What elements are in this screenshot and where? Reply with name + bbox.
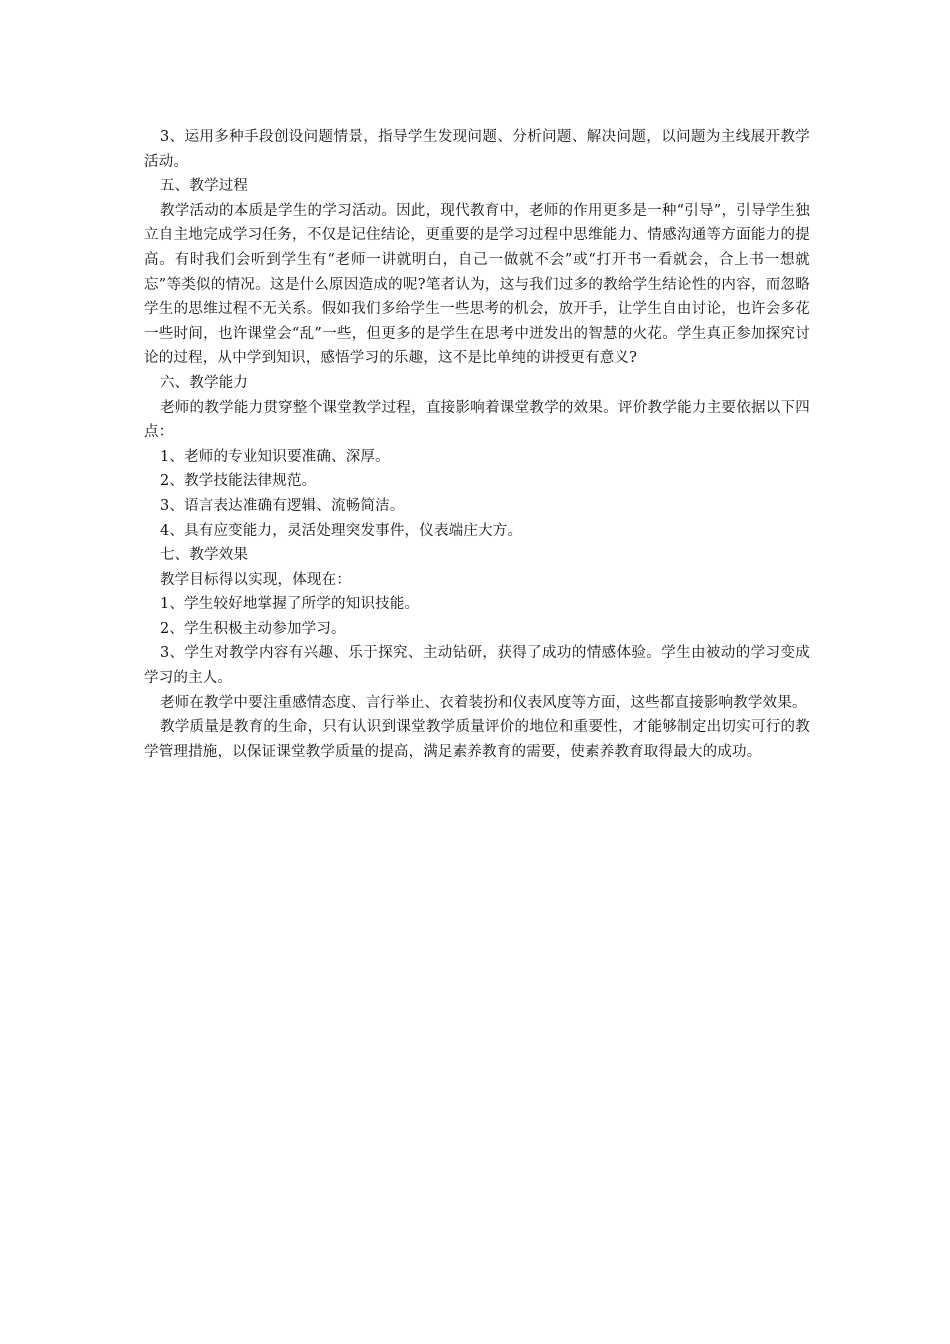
paragraph-conclusion: 教学质量是教育的生命，只有认识到课堂教学质量评价的地位和重要性，才能够制定出切实可行的教学管理措施，以保证课堂教学质量的提高，满足素养教育的需要，使素养教育取得最大的成功。 — [144, 719, 810, 760]
paragraph-teaching-effect-intro: 教学目标得以实现，体现在： — [159, 571, 352, 588]
paragraph-teaching-process: 教学活动的本质是学生的学习活动。因此，现代教育中，老师的作用更多是一种“引导”，引导学生独立自主地完成学习任务，不仅是记住结论，更重要的是学习过程中思维能力、情感沟通等方面能力的提高。有时我们会听到学生有“老师一讲就明白，自己一做就不会”或“打开书一看就会，合上书一想就忘”等类似的情况。这是什么原因造成的呢?笔者认为，这与我们过多的教给学生结论性的内容，而忽略学生的思维过程不无关系。假如我们多给学生一些思考的机会，放开手，让学生自由讨论，也许会多花一些时间，也许课堂会“乱”一些，但更多的是学生在思考中迸发出的智慧的火花。学生真正参加探究讨论的过程，从中学到知识，感悟学习的乐趣，这不是比单纯的讲授更有意义? — [144, 202, 810, 367]
section-heading-teaching-ability: 六、教学能力 — [159, 374, 249, 391]
list-item-effect-2: 2、学生积极主动参加学习。 — [159, 620, 346, 637]
section-heading-teaching-effect: 七、教学效果 — [159, 547, 249, 564]
list-item-effect-3: 3、学生对教学内容有兴趣、乐于探究、主动钻研，获得了成功的情感体验。学生由被动的学习变成学习的主人。 — [144, 645, 810, 687]
list-item-ability-3: 3、语言表达准确有逻辑、流畅简洁。 — [159, 497, 405, 514]
list-item-ability-2: 2、教学技能法律规范。 — [159, 473, 317, 490]
paragraph-teaching-ability-intro: 老师的教学能力贯穿整个课堂教学过程，直接影响着课堂教学的效果。评价教学能力主要依据以下四点： — [144, 399, 810, 441]
list-item-ability-1: 1、老师的专业知识要准确、深厚。 — [159, 448, 390, 465]
paragraph-teacher-demeanor: 老师在教学中要注重感情态度、言行举止、衣着装扮和仪表风度等方面，这些都直接影响教学效果。 — [159, 694, 807, 711]
list-item-ability-4: 4、具有应变能力，灵活处理突发事件，仪表端庄大方。 — [159, 522, 523, 539]
paragraph-item-3-problem-situation: 3、运用多种手段创设问题情景，指导学生发现问题、分析问题、解决问题，以问题为主线展开教学活动。 — [144, 129, 810, 170]
section-heading-teaching-process: 五、教学过程 — [159, 178, 249, 195]
document-body — [144, 125, 810, 764]
list-item-effect-1: 1、学生较好地掌握了所学的知识技能。 — [159, 596, 420, 613]
